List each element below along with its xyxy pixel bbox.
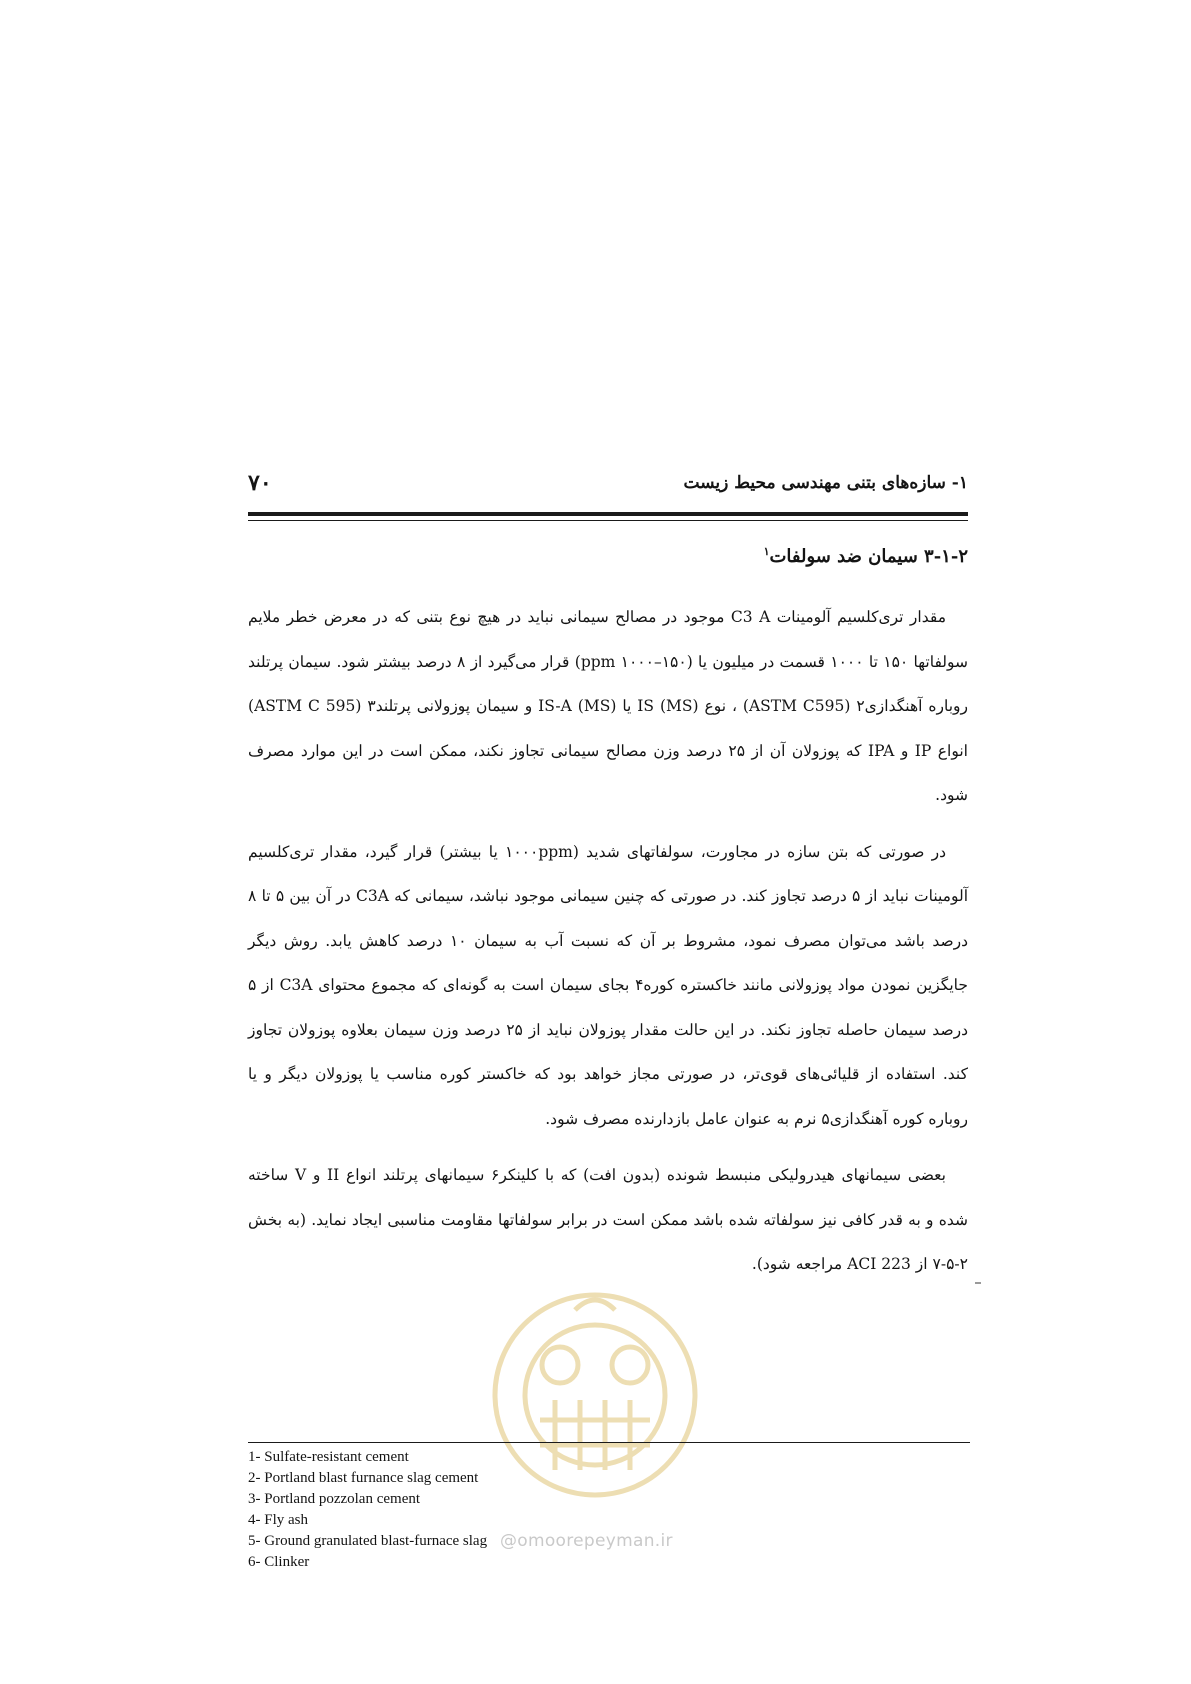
footnote-4: 4- Fly ash (248, 1512, 308, 1528)
footnote-rule (248, 1442, 970, 1443)
footnote-5: 5- Ground granulated blast-furnace slag (248, 1533, 488, 1549)
section-heading-footnote-ref: ۱ (763, 545, 770, 558)
paragraph-1: مقدار تری‌کلسیم آلومینات C3 A موجود در مصالح سیمانی نباید در هیچ نوع بتنی که در معرض خطر ملایم سولفاتها ۱۵۰ تا ۱۰۰۰ قسمت در میلیون یا (ppm ۱۰۰۰–۱۵۰) قرار می‌گیرد از ۸ درصد بیشتر شود. سیمان پرتلند روباره آهنگدازی۲ (ASTM C595) ، نوع IS (MS) یا IS-A (MS) و سیمان پوزولانی پرتلند۳ (ASTM C 595) انواع IP و IPA که پوزولان آن از ۲۵ درصد وزن مصالح سیمانی تجاوز نکند، ممکن است در این موارد مصرف شود. (248, 608, 969, 804)
section-heading-text: ۳-۱-۲ سیمان ضد سولفات (769, 546, 968, 567)
paragraph-3: بعضی سیمانهای هیدرولیکی منبسط شونده (بدون افت) که با کلینکر۶ سیمانهای پرتلند انواع II و V ساخته شده و به قدر کافی نیز سولفاته شده باشد ممکن است در برابر سولفاتها مقاومت مناسبی ایجاد نماید. (به بخش ۲-۵-۷ از ACI 223 مراجعه شود). (248, 1166, 968, 1273)
paragraph-2: در صورتی که بتن سازه در مجاورت، سولفاتهای شدید (۱۰۰۰ppm یا بیشتر) قرار گیرد، مقدار تری‌کلسیم آلومینات نباید از ۵ درصد تجاوز کند. در صورتی که چنین سیمانی موجود نباشد، سیمانی که C3A در آن بین ۵ تا ۸ درصد باشد می‌توان مصرف نمود، مشروط بر آن که نسبت آب به سیمان ۱۰ درصد کاهش یابد. روش دیگر جایگزین نمودن مواد پوزولانی مانند خاکستره کوره۴ بجای سیمان است به گونه‌ای که مجموع محتوای C3A از ۵ درصد سیمان حاصله تجاوز نکند. در این حالت مقدار پوزولان نباید از ۲۵ درصد وزن سیمان بعلاوه پوزولان تجاوز کند. استفاده از قلیائی‌های قوی‌تر، در صورتی مجاز خواهد بود که خاکستر کوره مناسب یا پوزولان دیگر و یا روباره کوره آهنگدازی۵ نرم به عنوان عامل بازدارنده مصرف شود. (248, 842, 969, 1128)
main-content (248, 530, 968, 1299)
footnote-6: 6- Clinker (248, 1554, 310, 1570)
header-rule-thin (248, 520, 968, 521)
footnotes (248, 1447, 768, 1573)
running-title: ۱- سازه‌های بتنی مهندسی محیط زیست (683, 473, 968, 493)
footnote-3: 3- Portland pozzolan cement (248, 1491, 421, 1507)
footnote-2: 2- Portland blast furnance slag cement (248, 1470, 479, 1486)
page-header (248, 468, 968, 498)
section-heading (248, 536, 968, 573)
footnote-1: 1- Sulfate-resistant cement (248, 1449, 409, 1465)
page-number: ۷۰ (248, 470, 272, 496)
header-rule-thick (248, 512, 968, 516)
scan-mark (975, 1282, 981, 1284)
watermark-text: @omoorepeyman.ir (500, 1531, 673, 1551)
